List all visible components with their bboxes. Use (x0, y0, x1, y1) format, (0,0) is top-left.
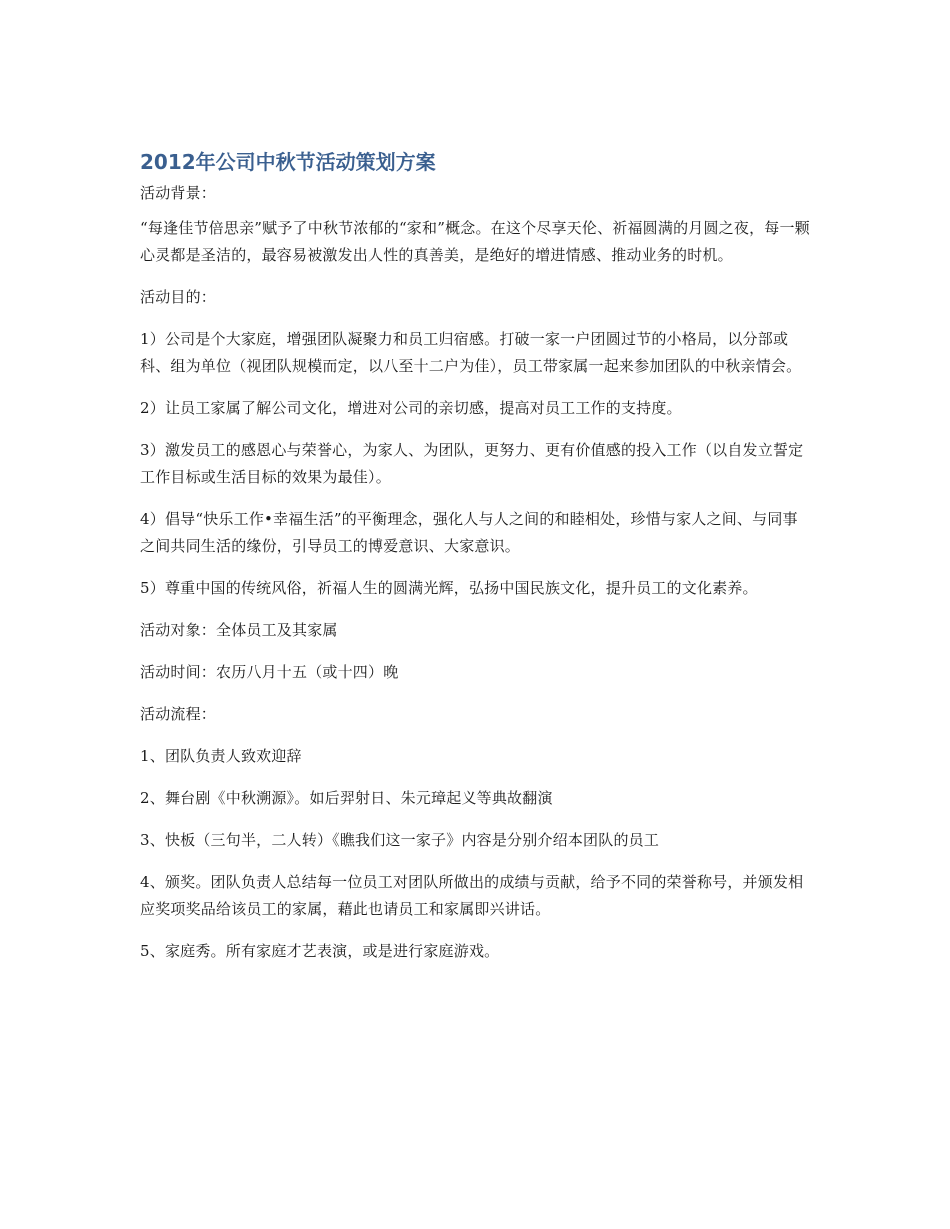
purpose-item-2: 2）让员工家属了解公司文化，增进对公司的亲切感，提高对员工工作的支持度。 (140, 399, 682, 417)
document-body (140, 148, 812, 980)
process-step-2: 2、舞台剧《中秋溯源》。如后羿射日、朱元璋起义等典故翻演 (140, 789, 553, 807)
process-step-5: 5、家庭秀。所有家庭才艺表演，或是进行家庭游戏。 (140, 942, 500, 960)
purpose-item-4: 4）倡导“快乐工作•幸福生活”的平衡理念，强化人与人之间的和睦相处，珍惜与家人之间、与同事之间共同生活的缘份，引导员工的博爱意识、大家意识。 (140, 510, 798, 555)
process-step-4: 4、颁奖。团队负责人总结每一位员工对团队所做出的成绩与贡献，给予不同的荣誉称号，并颁发相应奖项奖品给该员工的家属，藉此也请员工和家属即兴讲话。 (140, 873, 804, 918)
process-step-3: 3、快板（三句半，二人转）《瞧我们这一家子》内容是分别介绍本团队的员工 (140, 831, 660, 849)
paragraph-background: “每逢佳节倍思亲”赋予了中秋节浓郁的“家和”概念。在这个尽享天伦、祈福圆满的月圆之夜，每一颗心灵都是圣洁的，最容易被激发出人性的真善美，是绝好的增进情感、推动业务的时机。 (140, 219, 810, 264)
purpose-item-3: 3）激发员工的感恩心与荣誉心，为家人、为团队，更努力、更有价值感的投入工作（以自发立誓定工作目标或生活目标的效果为最佳）。 (140, 441, 804, 486)
section-heading-process: 活动流程： (140, 705, 217, 723)
section-heading-purpose: 活动目的： (140, 288, 217, 306)
section-heading-background: 活动背景： (140, 184, 217, 202)
purpose-item-5: 5）尊重中国的传统风俗，祈福人生的圆满光辉，弘扬中国民族文化，提升员工的文化素养。 (140, 579, 758, 597)
activity-time: 活动时间：农历八月十五（或十四）晚 (140, 663, 399, 681)
process-step-1: 1、团队负责人致欢迎辞 (140, 747, 302, 765)
activity-audience: 活动对象：全体员工及其家属 (140, 621, 338, 639)
purpose-item-1: 1）公司是个大家庭，增强团队凝聚力和员工归宿感。打破一家一户团圆过节的小格局，以分部或科、组为单位（视团队规模而定，以八至十二户为佳），员工带家属一起来参加团队的中秋亲情会。 (140, 330, 802, 375)
document-title: 2012年公司中秋节活动策划方案 (140, 150, 436, 174)
